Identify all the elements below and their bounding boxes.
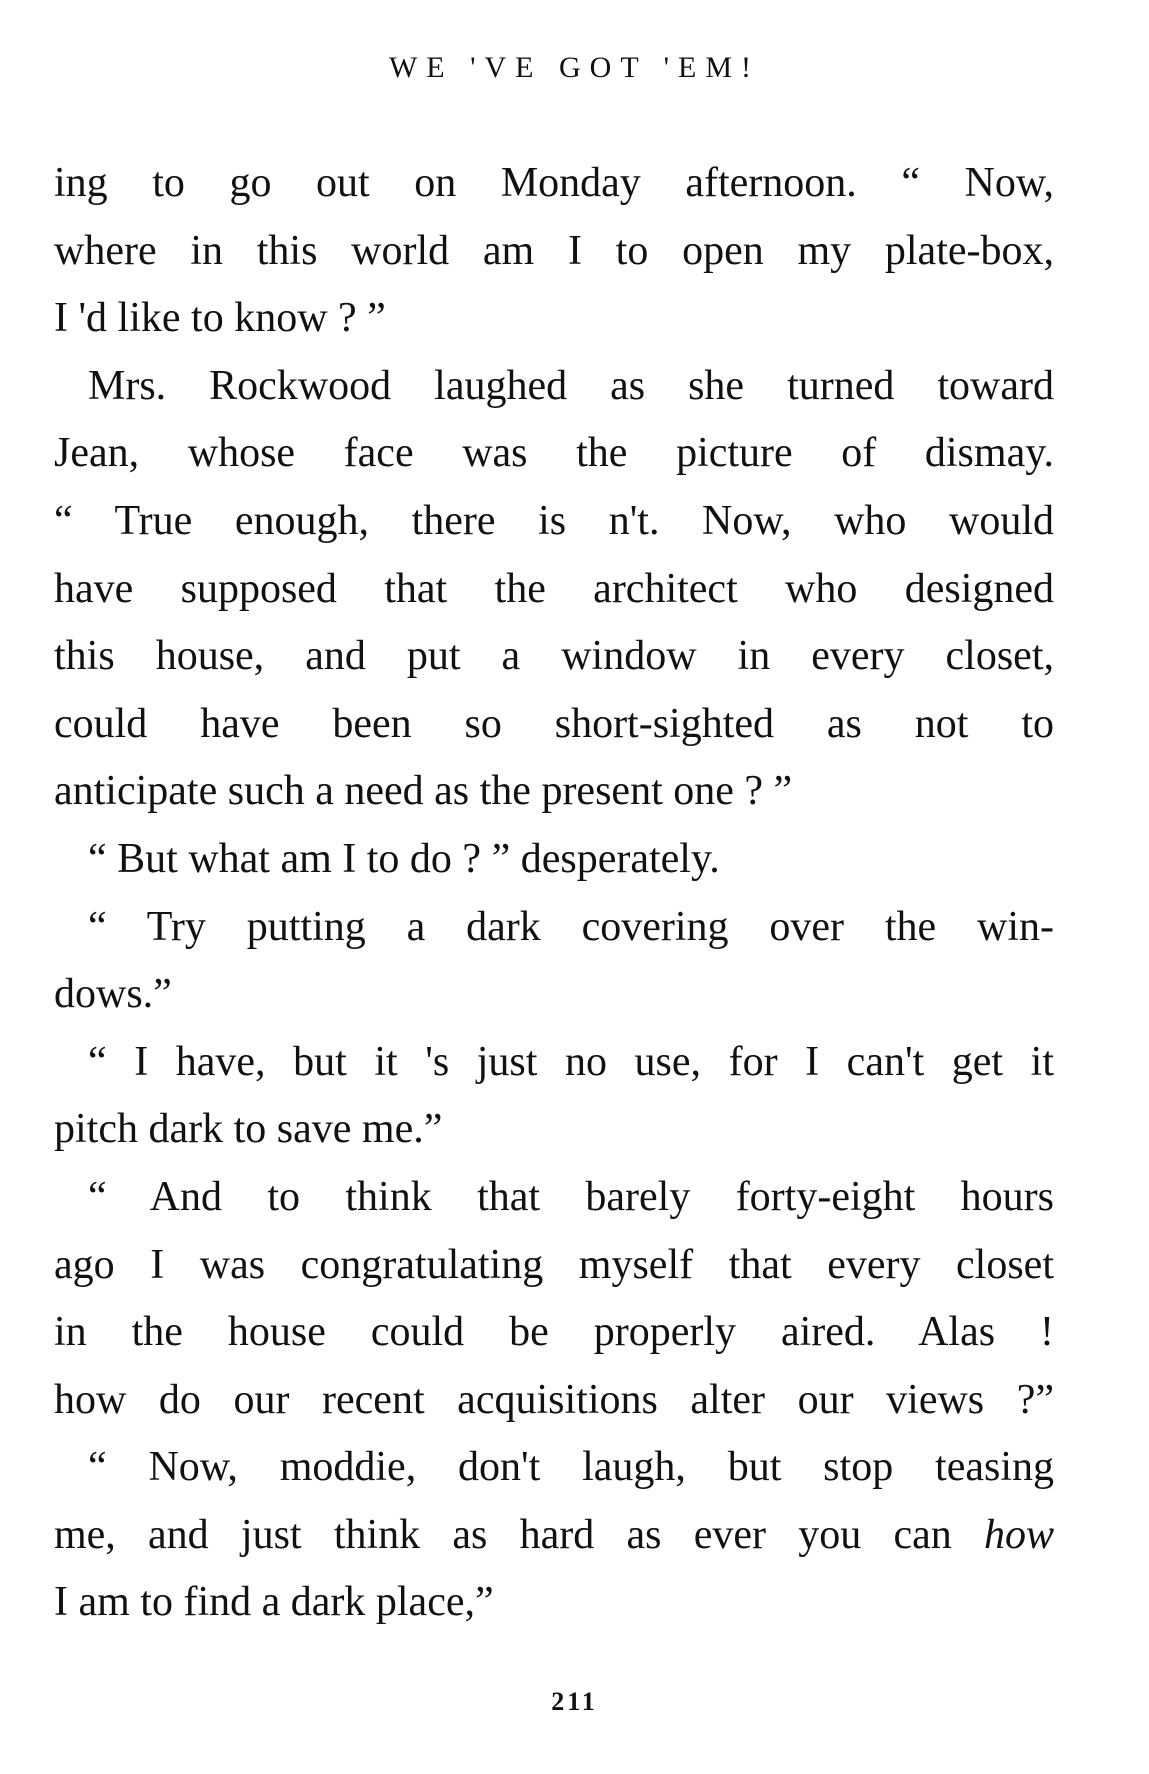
body-text <box>54 150 1054 1637</box>
text-segment: me, and just think as hard as ever you can <box>54 1511 952 1558</box>
text-line: how do our recent acquisitions alter our views ?” <box>54 1376 1054 1423</box>
text-line: I am to find a dark place,” <box>54 1579 494 1626</box>
paragraph-start-line: “ Try putting a dark covering over the win- <box>88 903 1054 950</box>
paragraph-start-line: “ But what am I to do ? ” desperately. <box>88 835 720 882</box>
text-line: ing to go out on Monday afternoon. “ Now, <box>54 160 1054 206</box>
text-line: have supposed that the architect who designed <box>54 565 1054 612</box>
text-line: I 'd like to know ? ” <box>54 295 386 342</box>
text-line <box>54 1502 1054 1570</box>
text-line: pitch dark to save me.” <box>54 1106 443 1153</box>
running-head: WE 'VE GOT 'EM! <box>388 51 761 84</box>
text-line: dows.” <box>54 971 172 1018</box>
paragraph-start-line: Mrs. Rockwood laughed as she turned toward <box>88 362 1054 409</box>
italic-word: how <box>983 1511 1054 1558</box>
text-line: “ True enough, there is n't. Now, who would <box>54 497 1054 544</box>
text-line: Jean, whose face was the picture of dismay. <box>54 430 1054 477</box>
paragraph-start-line: “ I have, but it 's just no use, for I can't get it <box>88 1038 1054 1085</box>
paragraph-start-line: “ And to think that barely forty-eight hours <box>88 1173 1054 1220</box>
text-line: anticipate such a need as the present one ? ” <box>54 768 793 815</box>
text-line: ago I was congratulating myself that every closet <box>54 1241 1054 1288</box>
text-line: could have been so short-sighted as not to <box>54 700 1054 747</box>
text-line: in the house could be properly aired. Alas ! <box>54 1309 1054 1356</box>
text-line: where in this world am I to open my plate-box, <box>54 227 1054 274</box>
paragraph-start-line: “ Now, moddie, don't laugh, but stop teasing <box>88 1444 1054 1491</box>
text-line: this house, and put a window in every closet, <box>54 633 1054 680</box>
page-number: 211 <box>551 1687 598 1716</box>
